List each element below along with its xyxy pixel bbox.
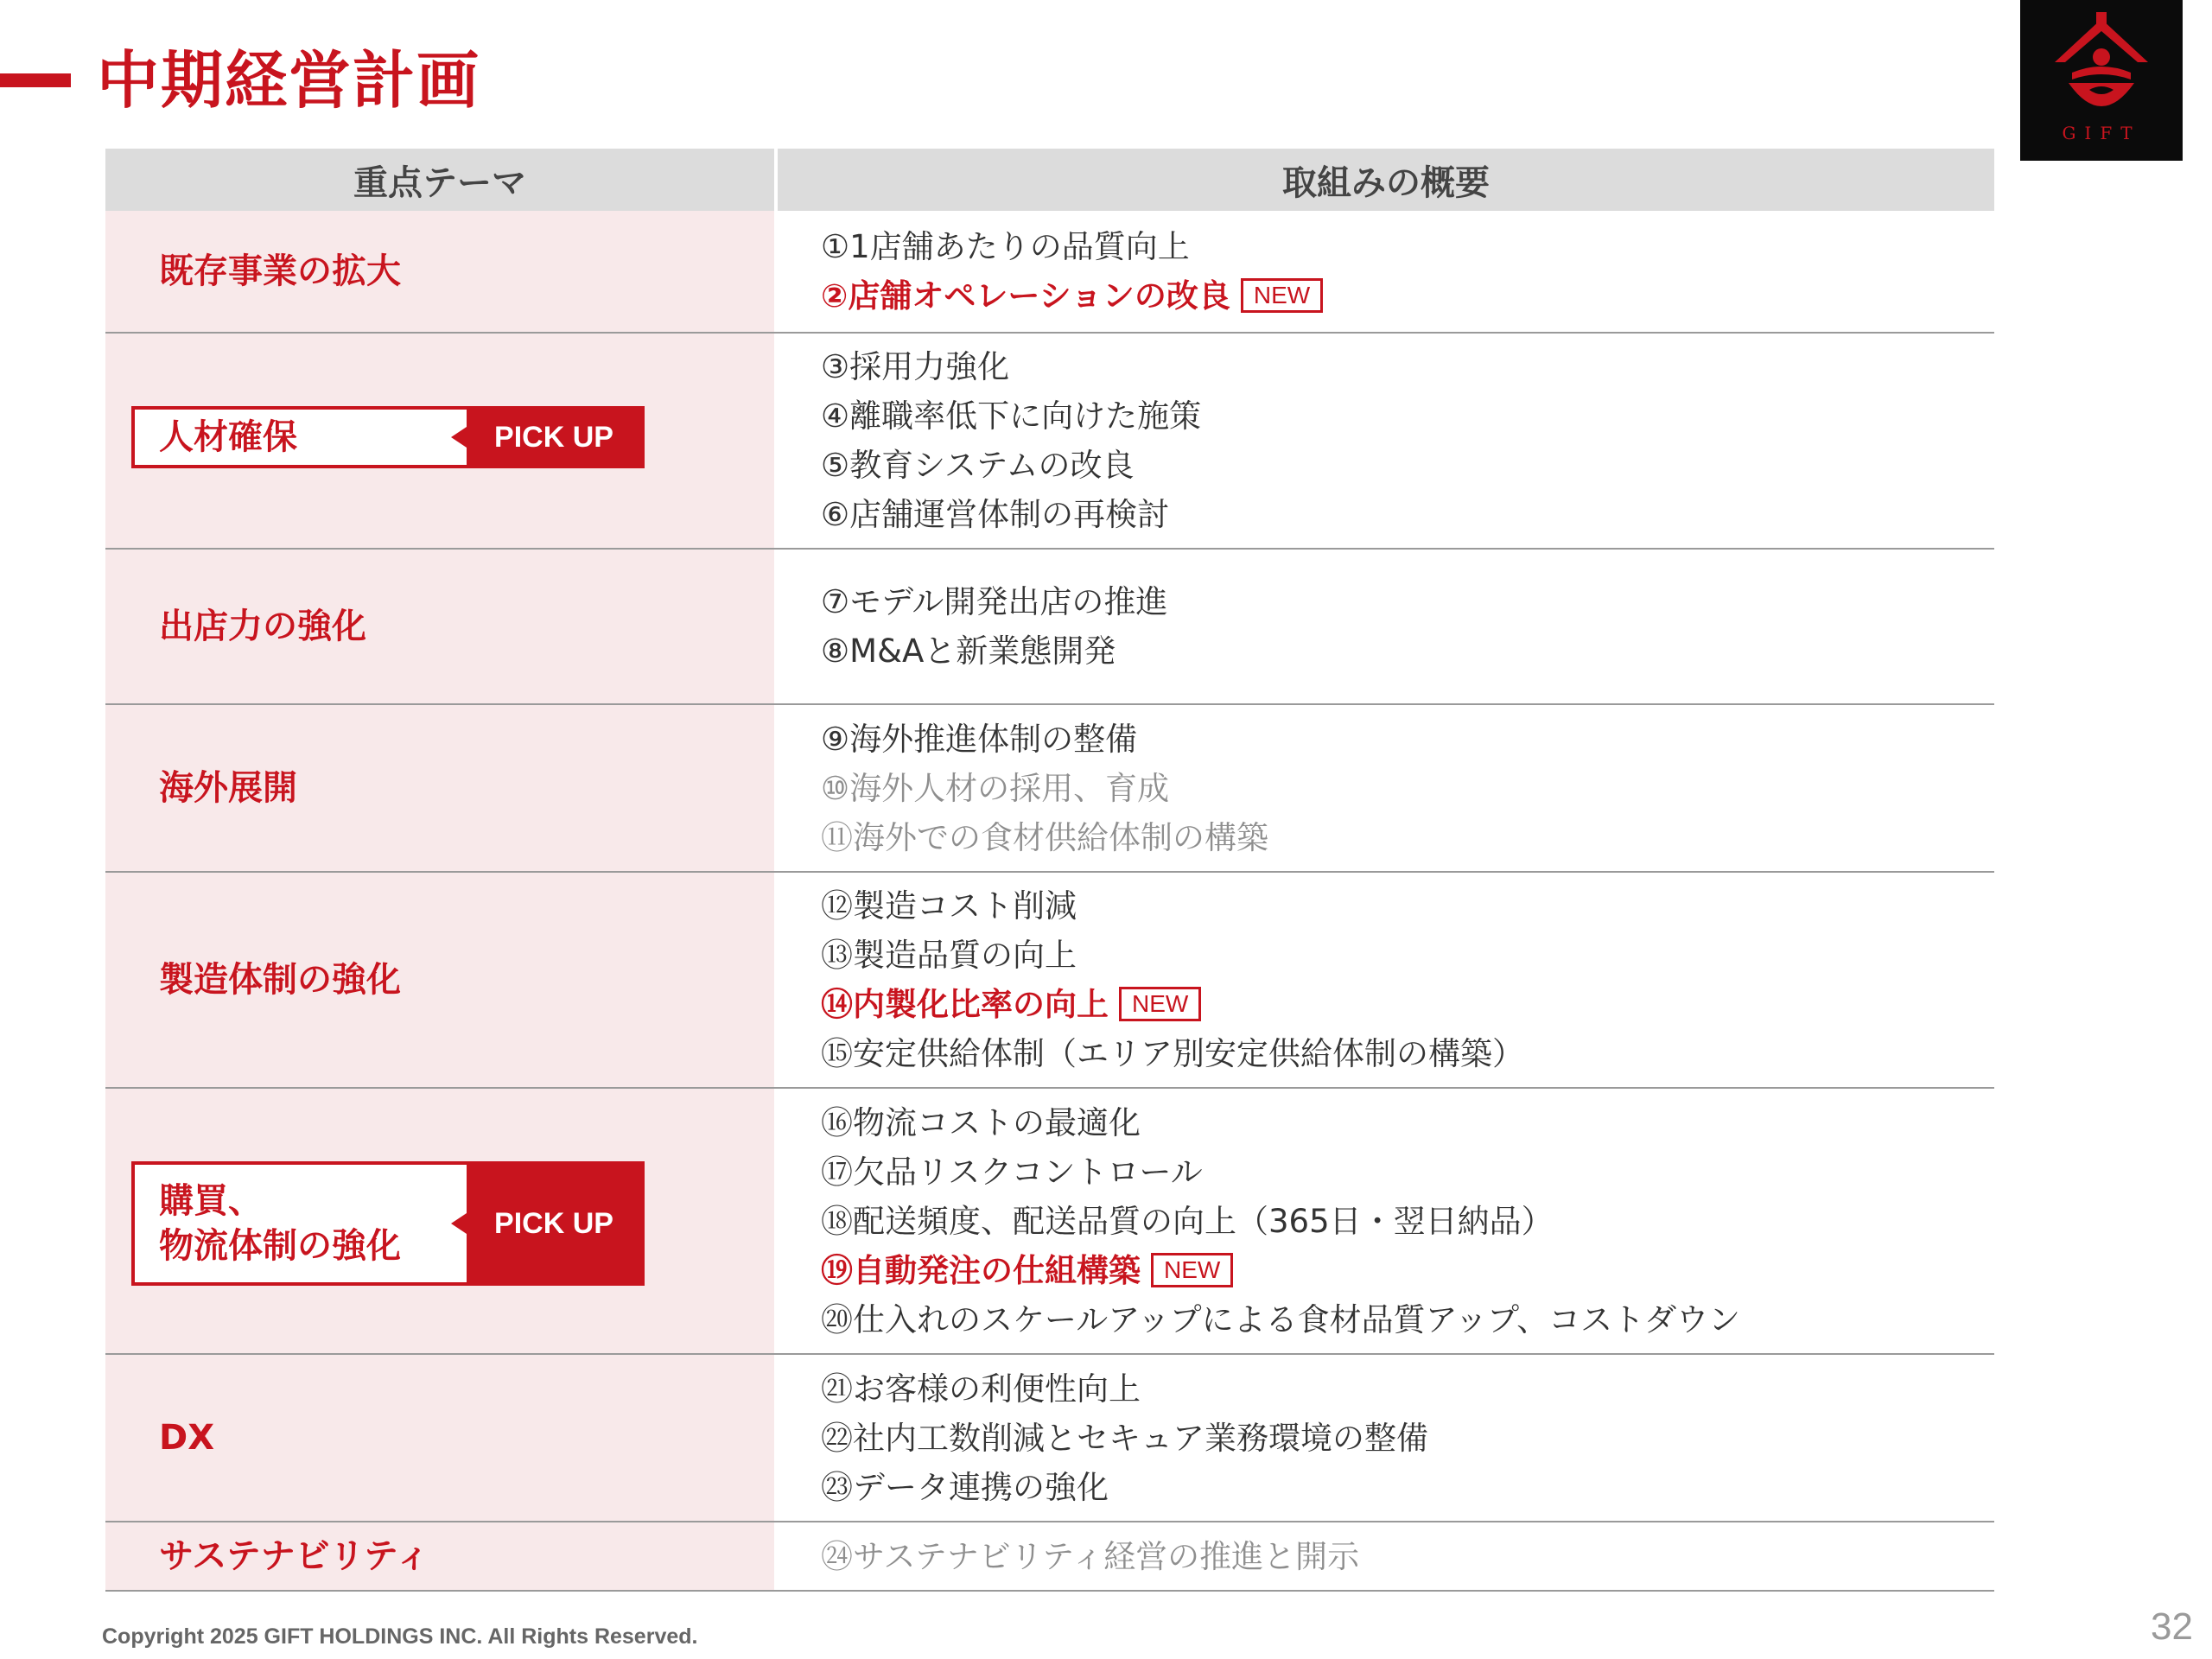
logo-text: GIFT	[2062, 123, 2141, 143]
header-overview: 取組みの概要	[778, 149, 1994, 211]
initiative-text: ㉓データ連携の強化	[821, 1468, 1109, 1506]
overview-cell	[778, 211, 1994, 332]
initiative-item	[821, 271, 1994, 321]
theme-label: 購買、 物流体制の強化	[159, 1181, 401, 1266]
initiative-item	[821, 1364, 1994, 1414]
table-row	[105, 211, 1994, 334]
initiative-text: ③採用力強化	[821, 348, 1010, 385]
table-row	[105, 705, 1994, 873]
initiative-item	[821, 441, 1994, 490]
copyright: Copyright 2025 GIFT HOLDINGS INC. All Rights Reserved.	[102, 1624, 698, 1649]
initiative-text: ⑭内製化比率の向上	[821, 986, 1109, 1023]
theme-cell	[105, 1522, 774, 1590]
initiative-text: ①1店舗あたりの品質向上	[821, 228, 1190, 265]
initiative-text: ⑯物流コストの最適化	[821, 1103, 1141, 1141]
initiative-item	[821, 813, 1994, 862]
initiative-text: ⑱配送頻度、配送品質の向上（365日・翌日納品）	[821, 1202, 1554, 1240]
overview-cell	[778, 1355, 1994, 1521]
initiative-item	[821, 1532, 1994, 1581]
table-row	[105, 550, 1994, 705]
theme-label: 出店力の強化	[159, 607, 366, 646]
theme-cell	[105, 211, 774, 332]
initiative-text: ②店舗オペレーションの改良	[821, 277, 1230, 315]
theme-label: DX	[159, 1418, 215, 1458]
initiative-text: ⑥店舗運営体制の再検討	[821, 496, 1170, 533]
pickup-box	[131, 406, 645, 468]
initiative-item	[821, 881, 1994, 931]
new-badge: NEW	[1241, 278, 1323, 313]
theme-label: サステナビリティ	[159, 1536, 430, 1576]
table-row	[105, 1522, 1994, 1592]
table-row	[105, 1089, 1994, 1355]
plan-table	[105, 149, 1994, 1592]
theme-cell	[105, 873, 774, 1087]
table-row	[105, 1355, 1994, 1522]
initiative-text: ㉒社内工数削減とセキュア業務環境の整備	[821, 1419, 1428, 1457]
initiative-item	[821, 1414, 1994, 1463]
overview-cell	[778, 1522, 1994, 1590]
theme-label: 既存事業の拡大	[159, 251, 401, 291]
initiative-item	[821, 980, 1994, 1029]
initiative-item	[821, 1029, 1994, 1078]
initiative-text: ⑪海外での食材供給体制の構築	[821, 818, 1268, 856]
initiative-item	[821, 222, 1994, 271]
theme-label: 製造体制の強化	[159, 960, 401, 1000]
table-body	[105, 211, 1994, 1592]
initiative-item	[821, 764, 1994, 813]
initiative-item	[821, 1147, 1994, 1197]
overview-cell	[778, 550, 1994, 703]
initiative-text: ⑫製造コスト削減	[821, 887, 1077, 925]
initiative-item	[821, 1197, 1994, 1246]
initiative-item	[821, 626, 1994, 676]
table-header	[105, 149, 1994, 211]
theme-cell	[105, 550, 774, 703]
initiative-item	[821, 1295, 1994, 1344]
initiative-text: ⑬製造品質の向上	[821, 937, 1077, 974]
initiative-text: ⑲自動発注の仕組構築	[821, 1251, 1141, 1289]
initiative-item	[821, 490, 1994, 539]
initiative-item	[821, 577, 1994, 626]
page-number: 32	[2151, 1605, 2193, 1648]
initiative-item	[821, 342, 1994, 391]
initiative-item	[821, 931, 1994, 980]
logo-emblem-icon	[2020, 0, 2183, 130]
initiative-item	[821, 1246, 1994, 1295]
initiative-text: ㉑お客様の利便性向上	[821, 1370, 1141, 1408]
overview-cell	[778, 705, 1994, 871]
title-accent-bar	[0, 73, 71, 87]
initiative-text: ⑧M&Aと新業態開発	[821, 632, 1116, 670]
pickup-badge: PICK UP	[467, 410, 641, 465]
initiative-text: ⑮安定供給体制（エリア別安定供給体制の構築）	[821, 1035, 1524, 1072]
pickup-badge: PICK UP	[467, 1165, 641, 1282]
initiative-text: ⑨海外推進体制の整備	[821, 720, 1138, 758]
table-row	[105, 873, 1994, 1089]
new-badge: NEW	[1151, 1253, 1233, 1287]
pickup-box	[131, 1161, 645, 1286]
initiative-item	[821, 1463, 1994, 1512]
initiative-item	[821, 1098, 1994, 1147]
company-logo	[2020, 0, 2183, 161]
overview-cell	[778, 873, 1994, 1087]
theme-cell	[105, 1089, 774, 1353]
theme-cell	[105, 705, 774, 871]
header-theme: 重点テーマ	[105, 149, 774, 211]
theme-cell	[105, 1355, 774, 1521]
initiative-item	[821, 715, 1994, 764]
initiative-text: ⑳仕入れのスケールアップによる食材品質アップ、コストダウン	[821, 1300, 1741, 1338]
theme-label: 人材確保	[159, 417, 297, 457]
theme-cell	[105, 334, 774, 548]
table-row	[105, 334, 1994, 550]
initiative-text: ⑰欠品リスクコントロール	[821, 1153, 1203, 1191]
initiative-item	[821, 391, 1994, 441]
initiative-text: ㉔サステナビリティ経営の推進と開示	[821, 1537, 1360, 1575]
initiative-text: ⑤教育システムの改良	[821, 447, 1135, 484]
overview-cell	[778, 334, 1994, 548]
initiative-text: ⑦モデル開発出店の推進	[821, 583, 1168, 620]
initiative-text: ⑩海外人材の採用、育成	[821, 769, 1170, 807]
initiative-text: ④離職率低下に向けた施策	[821, 397, 1202, 435]
theme-label: 海外展開	[159, 768, 297, 808]
new-badge: NEW	[1119, 987, 1201, 1021]
page-title: 中期経営計画	[97, 44, 481, 117]
overview-cell	[778, 1089, 1994, 1353]
